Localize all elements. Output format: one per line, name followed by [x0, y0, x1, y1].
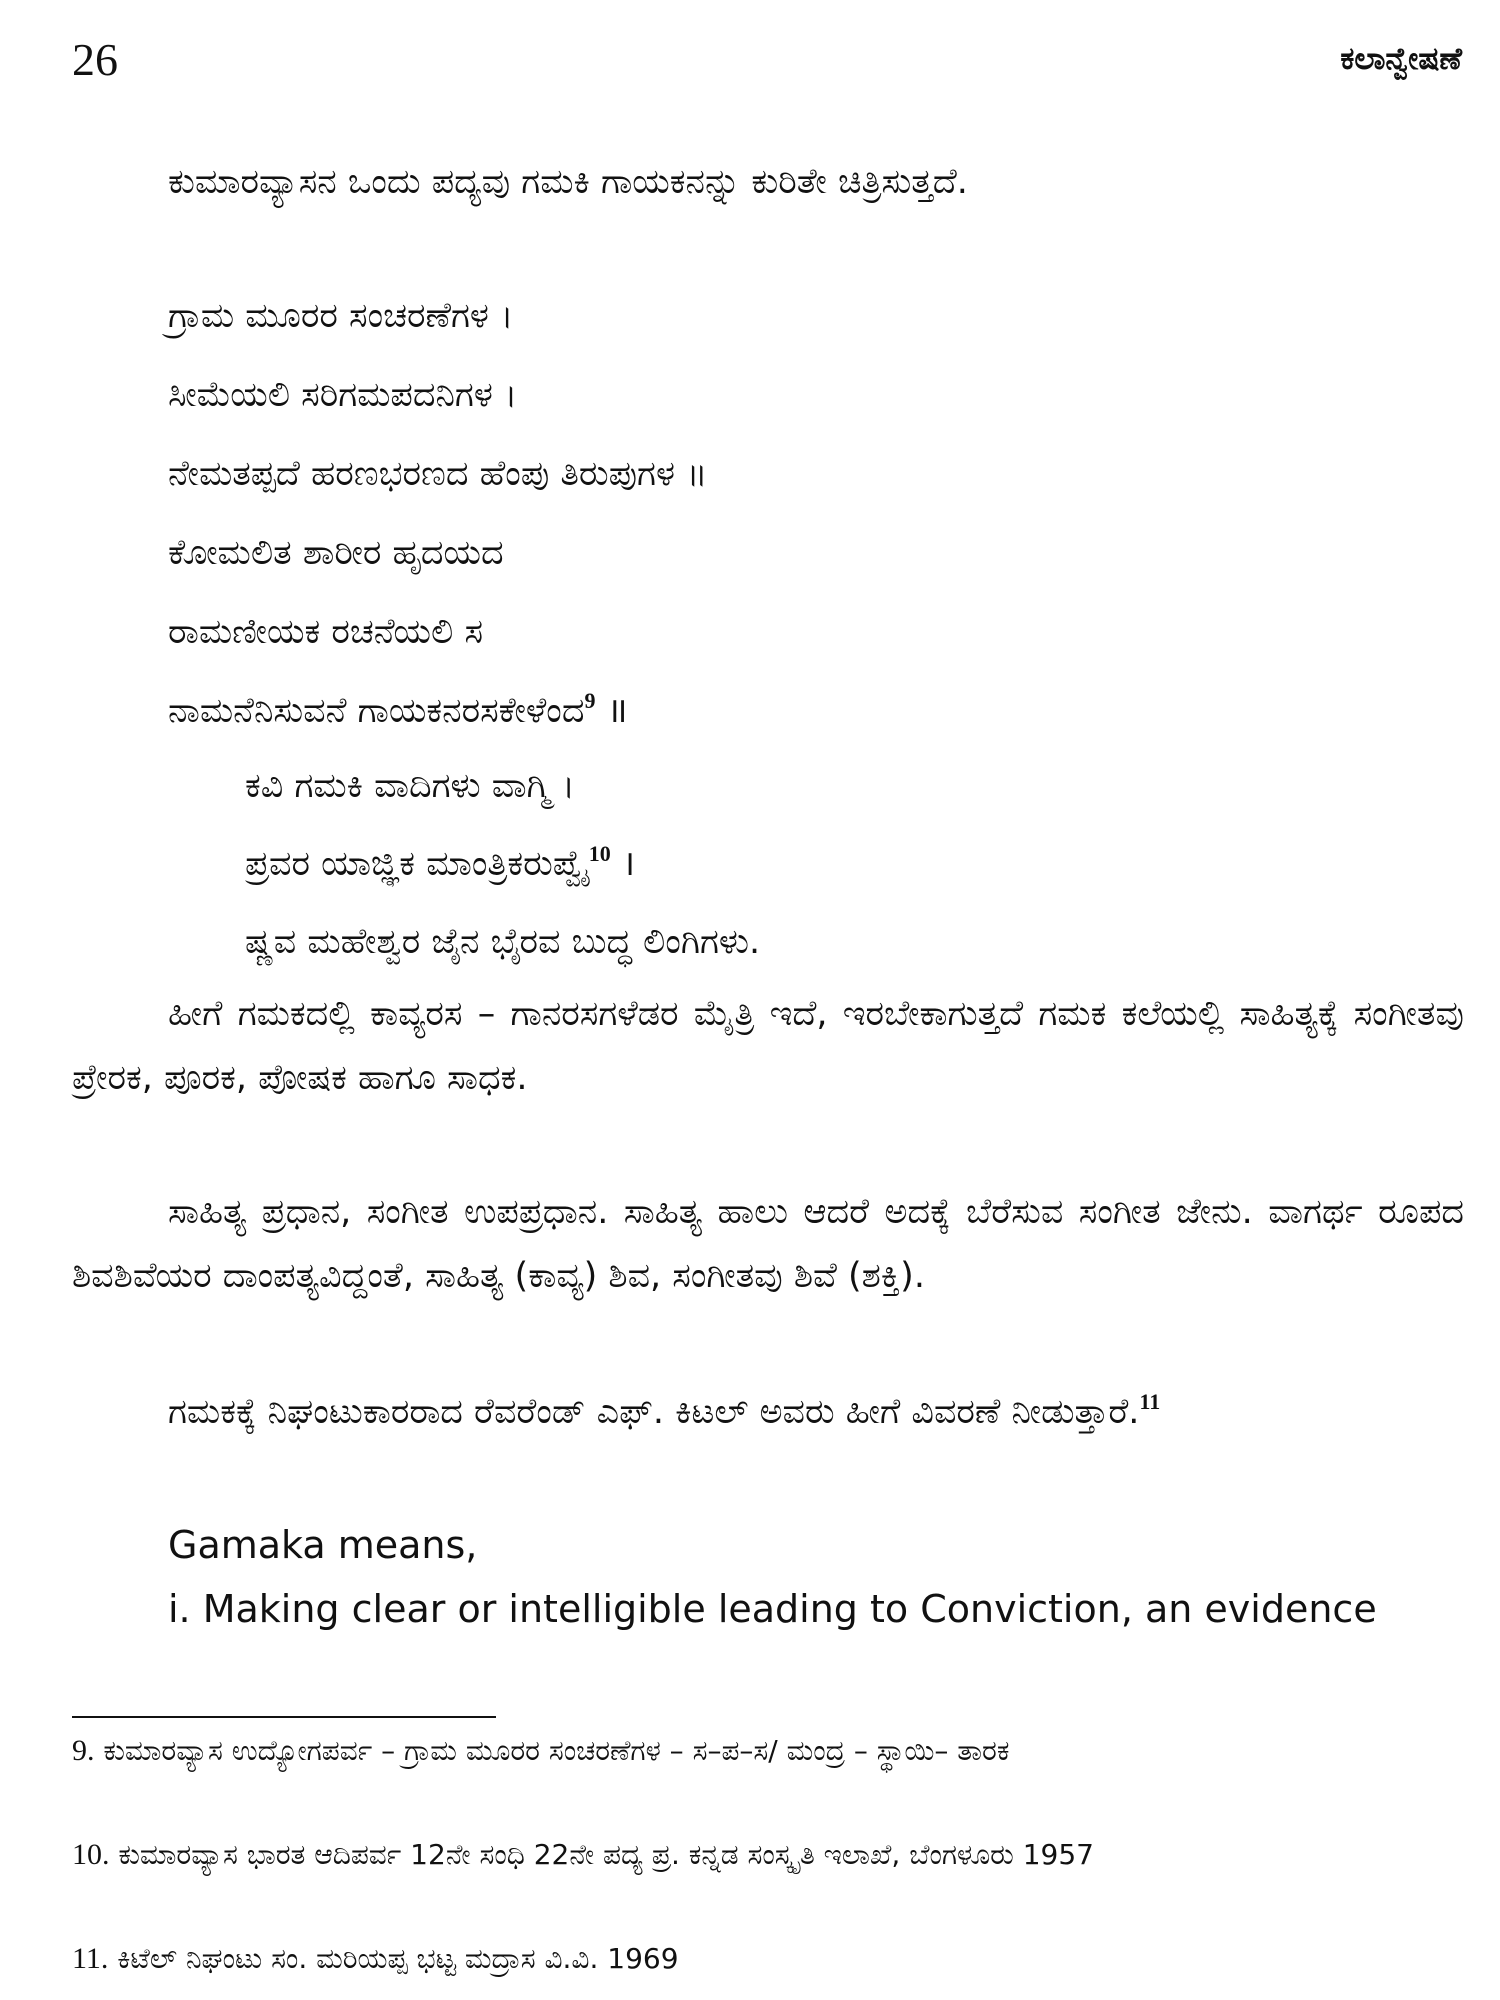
footnote-ref: 11: [1139, 1389, 1161, 1414]
footnote-ref: 10: [588, 841, 611, 866]
paragraph-maitri: ಹೀಗೆ ಗಮಕದಲ್ಲಿ ಕಾವ್ಯರಸ – ಗಾನರಸಗಳೆಡರ ಮೈತ್ರಿ ಇದೆ, ಇರಬೇಕಾಗುತ್ತದೆ ಗಮಕ ಕಲೆಯಲ್ಲಿ ಸಾಹಿತ್ಯಕ್ಕೆ ಸಂಗೀತವು ಪ್ರೇರಕ, ಪೂರಕ, ಪೋಷಕ ಹಾಗೂ ಸಾಧಕ.: [72, 994, 1464, 1098]
paragraph-intro: ಕುಮಾರವ್ಯಾಸನ ಒಂದು ಪದ್ಯವು ಗಮಕಿ ಗಾಯಕನನ್ನು ಕುರಿತೇ ಚಿತ್ರಿಸುತ್ತದೆ.: [168, 162, 968, 202]
running-title: ಕಲಾನ್ವೇಷಣೆ: [1340, 41, 1462, 77]
verse-line: ನಾಮನೆನಿಸುವನೆ ಗಾಯಕನರಸಕೇಳೆಂದ$^9$ ॥: [168, 688, 628, 731]
footnote-separator: [72, 1716, 496, 1718]
english-definition-i: i. Making clear or intelligible leading to Conviction, an evidence: [168, 1587, 1377, 1631]
footnote-9: 9. ಕುಮಾರವ್ಯಾಸ ಉದ್ಯೋಗಪರ್ವ – ಗ್ರಾಮ ಮೂರರ ಸಂಚರಣೆಗಳ – ಸ–ಪ–ಸ/ ಮಂದ್ರ – ಸ್ಥಾಯಿ– ತಾರಕ: [72, 1734, 1010, 1767]
verse-line: ನೇಮತಪ್ಪದೆ ಹರಣಭರಣದ ಹೆಂಪು ತಿರುಪುಗಳ ॥: [168, 454, 708, 494]
verse-line: ಕೋಮಲಿತ ಶಾರೀರ ಹೃದಯದ: [168, 533, 504, 573]
verse-line: ಗ್ರಾಮ ಮೂರರ ಸಂಚರಣೆಗಳ ।: [168, 296, 514, 336]
verse-line: ಪ್ರವರ ಯಾಜ್ಞಿಕ ಮಾಂತ್ರಿಕರುಪ್ವೈ$^{10}$ ।: [245, 841, 636, 884]
verse-line: ಸೀಮೆಯಲಿ ಸರಿಗಮಪದನಿಗಳ ।: [168, 375, 518, 415]
page-number: 26: [72, 34, 118, 85]
footnote-11: 11. ಕಿಟೆಲ್ ನಿಘಂಟು ಸಂ. ಮರಿಯಪ್ಪ ಭಟ್ಟ ಮದ್ರಾಸ ವಿ.ವಿ. 1969: [72, 1942, 679, 1975]
footnote-10: 10. ಕುಮಾರವ್ಯಾಸ ಭಾರತ ಆದಿಪರ್ವ 12ನೇ ಸಂಧಿ 22ನೇ ಪದ್ಯ ಪ್ರ. ಕನ್ನಡ ಸಂಸ್ಕೃತಿ ಇಲಾಖೆ, ಬೆಂಗಳೂರು 1957: [72, 1838, 1094, 1871]
paragraph-sahitya: ಸಾಹಿತ್ಯ ಪ್ರಧಾನ, ಸಂಗೀತ ಉಪಪ್ರಧಾನ. ಸಾಹಿತ್ಯ ಹಾಲು ಆದರೆ ಅದಕ್ಕೆ ಬೆರೆಸುವ ಸಂಗೀತ ಜೇನು. ವಾಗರ್ಥ ರೂಪದ ಶಿವಶಿವೆಯರ ದಾಂಪತ್ಯವಿದ್ದಂತೆ, ಸಾಹಿತ್ಯ (ಕಾವ್ಯ) ಶಿವ, ಸಂಗೀತವು ಶಿವೆ (ಶಕ್ತಿ).: [72, 1192, 1464, 1296]
verse-line: ಷ್ಣವ ಮಹೇಶ್ವರ ಜೈನ ಭೈರವ ಬುದ್ಧ ಲಿಂಗಿಗಳು.: [245, 922, 761, 962]
paragraph-kittel: ಗಮಕಕ್ಕೆ ನಿಘಂಟುಕಾರರಾದ ರೆವರೆಂಡ್ ಎಫ್. ಕಿಟಲ್ ಅವರು ಹೀಗೆ ವಿವರಣೆ ನೀಡುತ್ತಾರೆ.$^{11}$: [168, 1389, 1161, 1432]
english-heading: Gamaka means,: [168, 1523, 478, 1567]
verse-line: ಕವಿ ಗಮಕಿ ವಾದಿಗಳು ವಾಗ್ಮಿ ।: [245, 766, 575, 806]
verse-line: ರಾಮಣೀಯಕ ರಚನೆಯಲಿ ಸ: [168, 612, 484, 652]
footnote-ref: 9: [584, 688, 596, 713]
